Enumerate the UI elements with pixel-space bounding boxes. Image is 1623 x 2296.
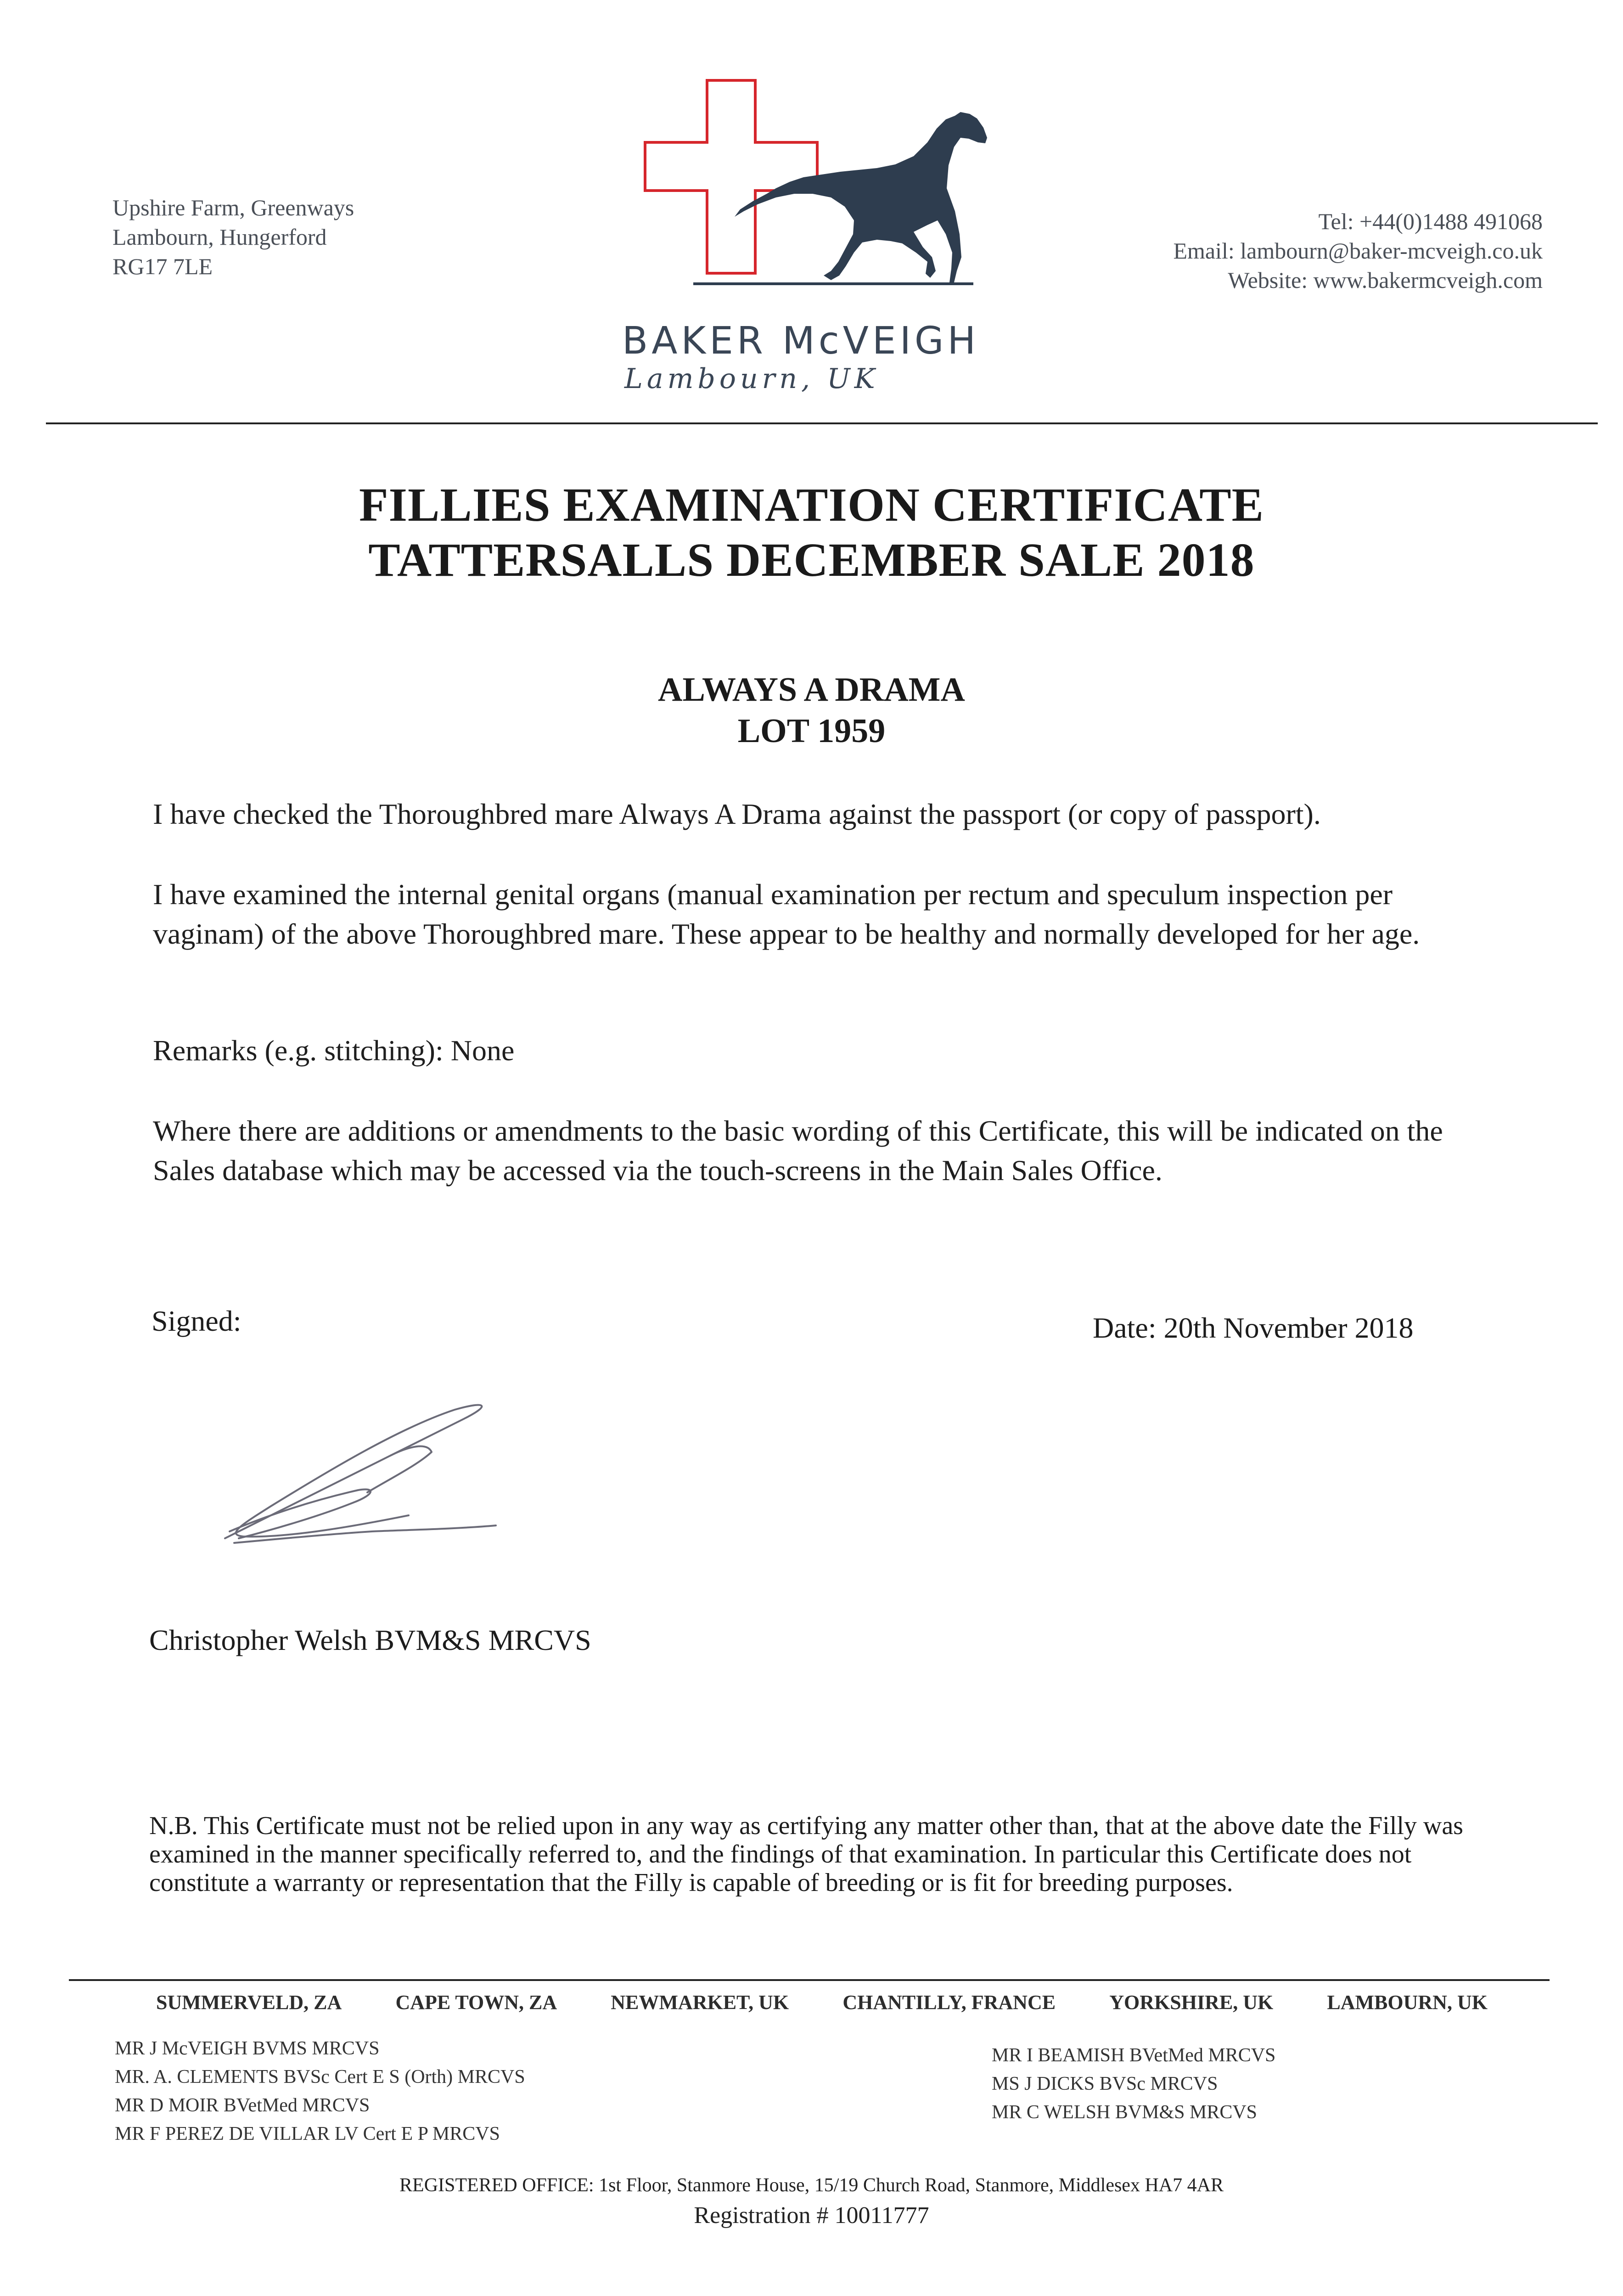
certificate-title: FILLIES EXAMINATION CERTIFICATE	[359, 478, 1264, 531]
partners-list-left	[115, 2034, 525, 2148]
signatory-name: Christopher Welsh BVM&S MRCVS	[149, 1624, 591, 1656]
footer-divider	[69, 1979, 1550, 1981]
address-line: Upshire Farm, Greenways	[112, 195, 354, 220]
signed-label: Signed:	[152, 1305, 241, 1337]
sale-title: TATTERSALLS DECEMBER SALE 2018	[368, 534, 1255, 586]
examination-paragraph: I have examined the internal genital organs (manual examination per rectum and speculum inspection per vaginam) of the above Thoroughbred mare. These appear to be healthy and normally developed for her age.	[153, 878, 1420, 950]
company-address	[112, 193, 354, 281]
location-item: YORKSHIRE, UK	[1109, 1991, 1274, 2014]
disclaimer-note: N.B. This Certificate must not be relied upon in any way as certifying any matter other than, that at the above date the Filly was examined in the manner specifically referred to, and the findings of that examination. In particular this Certificate does not constitute a warranty or representation that the Filly is capable of breeding or is fit for breeding purposes.	[149, 1812, 1463, 1897]
location-item: CAPE TOWN, ZA	[395, 1991, 557, 2014]
horse-name: ALWAYS A DRAMA	[658, 671, 965, 709]
partner-name: MS J DICKS BVSc MRCVS	[992, 2073, 1218, 2094]
office-locations	[156, 1991, 1488, 2014]
location-item: CHANTILLY, FRANCE	[842, 1991, 1056, 2014]
partner-name: MR I BEAMISH BVetMed MRCVS	[992, 2045, 1276, 2066]
phone-number: Tel: +44(0)1488 491068	[1318, 208, 1543, 234]
registered-office: REGISTERED OFFICE: 1st Floor, Stanmore House, 15/19 Church Road, Stanmore, Middlesex HA7 4AR	[399, 2175, 1224, 2196]
amendments-paragraph: Where there are additions or amendments to the basic wording of this Certificate, this will be indicated on the Sales database which may be accessed via the touch-screens in the Main Sales Office.	[153, 1114, 1443, 1187]
partner-name: MR C WELSH BVM&S MRCVS	[992, 2102, 1258, 2123]
brand-name: BAKER McVEIGH	[622, 319, 980, 363]
handwritten-signature	[216, 1401, 510, 1552]
address-line: RG17 7LE	[112, 253, 213, 279]
partner-name: MR D MOIR BVetMed MRCVS	[115, 2095, 370, 2116]
email-address: Email: lambourn@baker-mcveigh.co.uk	[1173, 238, 1543, 264]
header-divider	[46, 422, 1598, 424]
partner-name: MR. A. CLEMENTS BVSc Cert E S (Orth) MRCVS	[115, 2066, 525, 2088]
company-contact	[1173, 207, 1543, 295]
website-address: Website: www.bakermcveigh.com	[1228, 267, 1543, 293]
brand-location: Lambourn, UK	[624, 363, 879, 395]
partners-list-right	[992, 2041, 1275, 2127]
registration-number: Registration # 10011777	[694, 2202, 929, 2228]
address-line: Lambourn, Hungerford	[112, 224, 327, 250]
partner-name: MR F PEREZ DE VILLAR LV Cert E P MRCVS	[115, 2123, 500, 2144]
passport-check-paragraph: I have checked the Thoroughbred mare Always A Drama against the passport (or copy of passport).	[153, 798, 1321, 830]
remarks-paragraph: Remarks (e.g. stitching): None	[153, 1034, 515, 1067]
location-item: NEWMARKET, UK	[611, 1991, 789, 2014]
partner-name: MR J McVEIGH BVMS MRCVS	[115, 2038, 380, 2059]
location-item: SUMMERVELD, ZA	[156, 1991, 342, 2014]
certificate-date: Date: 20th November 2018	[1093, 1311, 1414, 1344]
location-item: LAMBOURN, UK	[1327, 1991, 1488, 2014]
lot-number: LOT 1959	[737, 712, 886, 750]
